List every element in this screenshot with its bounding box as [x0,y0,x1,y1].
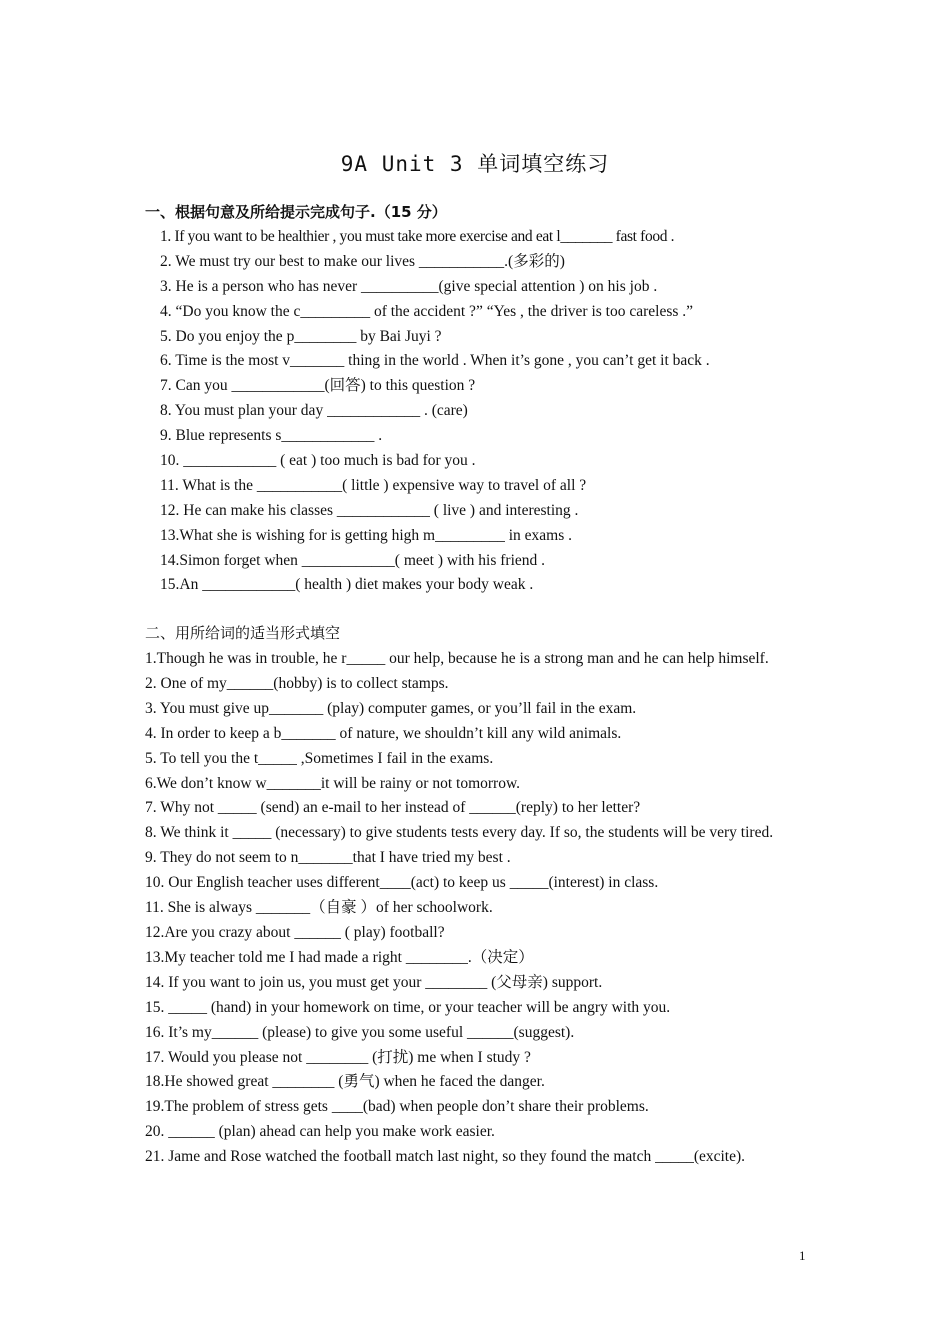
section2-item: 13.My teacher told me I had made a right ________.（决定） [145,948,534,966]
section2-item: 8. We think it _____ (necessary) to give students tests every day. If so, the students will be very tired. [145,824,774,842]
page-number: 1 [799,1248,806,1263]
section2-item: 1.Though he was in trouble, he r_____ our help, because he is a strong man and he can help himself. [145,650,769,667]
section1-item: 15.An ____________( health ) diet makes your body weak . [160,576,534,594]
section1-heading: 一、根据句意及所给提示完成句子.（15 分） [145,203,447,221]
section1-item: 7. Can you ____________(回答) to this question ? [160,377,476,395]
section1-item: 1. If you want to be healthier , you must take more exercise and eat l_______ fast food . [160,228,675,245]
section1-list [160,225,810,598]
section2-item: 16. It’s my______ (please) to give you some useful ______(suggest). [145,1023,575,1041]
section1-item: 14.Simon forget when ____________( meet ) with his friend . [160,551,546,569]
section1-item: 5. Do you enjoy the p________ by Bai Juyi ? [160,327,442,345]
section1-item: 8. You must plan your day ____________ . (care) [160,402,468,420]
section2-item: 17. Would you please not ________ (打扰) me when I study ? [145,1048,531,1066]
section2-item: 11. She is always _______（自豪 ）of her schoolwork. [145,899,493,917]
section2-item: 2. One of my______(hobby) is to collect stamps. [145,674,449,692]
section1-item: 11. What is the ___________( little ) expensive way to travel of all ? [160,476,587,494]
section2-item: 7. Why not _____ (send) an e-mail to her instead of ______(reply) to her letter? [145,799,641,817]
section2-item: 10. Our English teacher uses different____(act) to keep us _____(interest) in class. [145,874,659,892]
section1-item: 10. ____________ ( eat ) too much is bad for you . [160,452,476,470]
section2-item: 19.The problem of stress gets ____(bad) when people don’t share their problems. [145,1098,649,1116]
section1-item: 12. He can make his classes ____________ ( live ) and interesting . [160,501,579,519]
section2-item: 4. In order to keep a b_______ of nature, we shouldn’t kill any wild animals. [145,724,622,742]
page-title: 9A Unit 3 单词填空练习 [340,152,610,176]
section2-item: 21. Jame and Rose watched the football match last night, so they found the match _____(excite). [145,1148,746,1166]
section2-item: 6.We don’t know w_______it will be rainy or not tomorrow. [145,774,521,792]
section2-item: 20. ______ (plan) ahead can help you make work easier. [145,1123,495,1141]
section2-item: 15. _____ (hand) in your homework on time, or your teacher will be angry with you. [145,998,671,1016]
section2-item: 5. To tell you the t_____ ,Sometimes I fail in the exams. [145,749,494,767]
section1-item: 13.What she is wishing for is getting high m_________ in exams . [160,526,573,544]
section1-item: 2. We must try our best to make our lives ___________.(多彩的) [160,252,565,270]
section2-item: 12.Are you crazy about ______ ( play) football? [145,923,445,941]
section1-item: 6. Time is the most v_______ thing in the world . When it’s gone , you can’t get it back . [160,352,710,370]
section1-item: 9. Blue represents s____________ . [160,427,383,445]
section2-heading: 二、用所给词的适当形式填空 [145,624,341,642]
section2-item: 3. You must give up_______ (play) computer games, or you’ll fail in the exam. [145,699,637,717]
section1-item: 3. He is a person who has never __________(give special attention ) on his job . [160,277,658,295]
section2-item: 14. If you want to join us, you must get your ________ (父母亲) support. [145,973,603,991]
section2-list [145,647,805,1170]
section2-item: 9. They do not seem to n_______that I have tried my best . [145,849,511,867]
section2-item: 18.He showed great ________ (勇气) when he faced the danger. [145,1073,545,1091]
section1-item: 4. “Do you know the c_________ of the accident ?” “Yes , the driver is too careless .” [160,302,694,320]
